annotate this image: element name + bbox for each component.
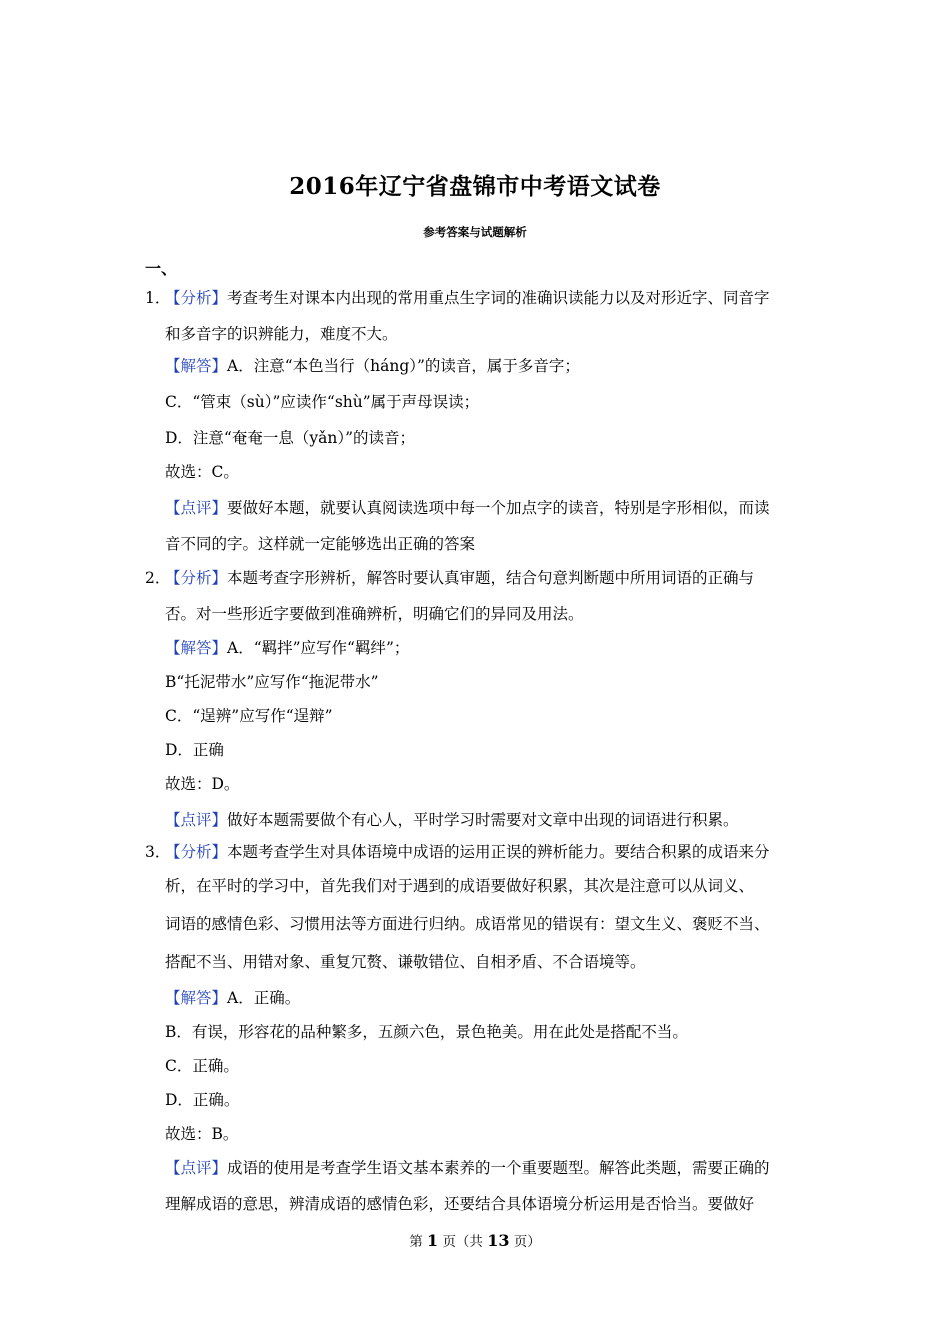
answer-line	[165, 952, 646, 972]
answer-line	[165, 1124, 238, 1144]
answer-text: 考查考生对课本内出现的常用重点生字词的准确识读能力以及对形近字、同音字	[227, 289, 770, 307]
answer-line	[165, 740, 224, 760]
footer-prefix: 第	[409, 1234, 423, 1250]
answer-tag: 【解答】	[165, 989, 228, 1007]
answer-text: 词语的感情色彩、习惯用法等方面进行归纳。成语常见的错误有：望文生义、褒贬不当、	[165, 915, 770, 933]
answer-text: D．注意“奄奄一息（yǎn）”的读音；	[165, 429, 416, 447]
answer-line	[165, 392, 479, 412]
answer-tag: 【点评】	[165, 1159, 228, 1177]
footer-suffix: 页）	[513, 1234, 541, 1250]
answer-text: 和多音字的识辨能力，难度不大。	[165, 325, 398, 343]
answer-line	[165, 876, 754, 896]
footer-page-number: 1	[427, 1231, 439, 1250]
answer-tag: 【解答】	[165, 357, 228, 375]
answer-text: 要做好本题，就要认真阅读选项中每一个加点字的读音，特别是字形相似，而读	[227, 499, 770, 517]
answer-line	[165, 604, 584, 624]
answer-text: B“托泥带水”应写作“拖泥带水”	[165, 673, 379, 691]
answer-tag: 【分析】	[165, 569, 228, 587]
answer-text: D．正确。	[165, 1091, 240, 1109]
footer-total-pages: 13	[487, 1231, 510, 1250]
answer-line	[165, 288, 770, 308]
answer-text: D．正确	[165, 741, 224, 759]
answer-line	[165, 842, 770, 862]
answer-line	[165, 914, 770, 934]
answer-tag: 【分析】	[165, 843, 228, 861]
answer-line	[165, 1194, 754, 1214]
answer-line	[165, 534, 475, 554]
answer-text: 成语的使用是考查学生语文基本素养的一个重要题型。解答此类题，需要正确的	[227, 1159, 770, 1177]
answer-line	[165, 356, 580, 376]
answer-line	[165, 1090, 239, 1110]
answer-text: 故选：C。	[165, 463, 239, 481]
answer-line	[165, 498, 770, 518]
answer-line	[165, 1022, 688, 1042]
answer-tag: 【点评】	[165, 499, 228, 517]
answer-text: 做好本题需要做个有心人，平时学习时需要对文章中出现的词语进行积累。	[227, 811, 739, 829]
answer-text: 理解成语的意思，辨清成语的感情色彩，还要结合具体语境分析运用是否恰当。要做好	[165, 1195, 755, 1213]
answer-tag: 【解答】	[165, 639, 228, 657]
question-number: 2．	[145, 569, 171, 587]
page-title: 2016年辽宁省盘锦市中考语文试卷	[289, 173, 661, 200]
answer-text: A．注意“本色当行（háng）”的读音，属于多音字；	[227, 357, 580, 375]
answer-tag: 【分析】	[165, 289, 228, 307]
page-footer	[0, 1230, 950, 1250]
answer-line	[165, 462, 239, 482]
section-label: 一、	[145, 259, 178, 278]
answer-line	[165, 810, 739, 830]
answer-text: C．“逞辨”应写作“逞辩”	[165, 707, 333, 725]
answer-text: C．正确。	[165, 1057, 239, 1075]
answer-text: 本题考查字形辨析，解答时要认真审题，结合句意判断题中所用词语的正确与	[227, 569, 755, 587]
answer-text: 音不同的字。这样就一定能够选出正确的答案	[165, 535, 476, 553]
answer-text: A．正确。	[227, 989, 301, 1007]
answer-line	[165, 1158, 770, 1178]
answer-line	[165, 1056, 239, 1076]
footer-middle: 页（共	[442, 1234, 483, 1250]
answer-text: 故选：D。	[165, 775, 240, 793]
question-number: 1．	[145, 289, 171, 307]
answer-text: B．有误，形容花的品种繁多，五颜六色，景色艳美。用在此处是搭配不当。	[165, 1023, 688, 1041]
answer-text: 否。对一些形近字要做到准确辨析，明确它们的异同及用法。	[165, 605, 584, 623]
answer-line	[165, 324, 398, 344]
answer-line	[165, 774, 239, 794]
answer-text: A．“羁拌”应写作“羁绊”；	[227, 639, 410, 657]
answer-text: 故选：B。	[165, 1125, 239, 1143]
answer-line	[165, 568, 754, 588]
answer-line	[165, 706, 333, 726]
answer-line	[165, 988, 300, 1008]
answer-tag: 【点评】	[165, 811, 228, 829]
answer-text: 析，在平时的学习中，首先我们对于遇到的成语要做好积累，其次是注意可以从词义、	[165, 877, 755, 895]
answer-text: 搭配不当、用错对象、重复冗赘、谦敬错位、自相矛盾、不合语境等。	[165, 953, 646, 971]
page-subtitle: 参考答案与试题解析	[423, 225, 527, 239]
answer-text: C．“管束（sù）”应读作“shù”属于声母误读；	[165, 393, 480, 411]
answer-text: 本题考查学生对具体语境中成语的运用正误的辨析能力。要结合积累的成语来分	[227, 843, 770, 861]
answer-line	[165, 428, 415, 448]
answer-line	[165, 638, 409, 658]
question-number: 3．	[145, 843, 171, 861]
answer-line	[165, 672, 379, 692]
